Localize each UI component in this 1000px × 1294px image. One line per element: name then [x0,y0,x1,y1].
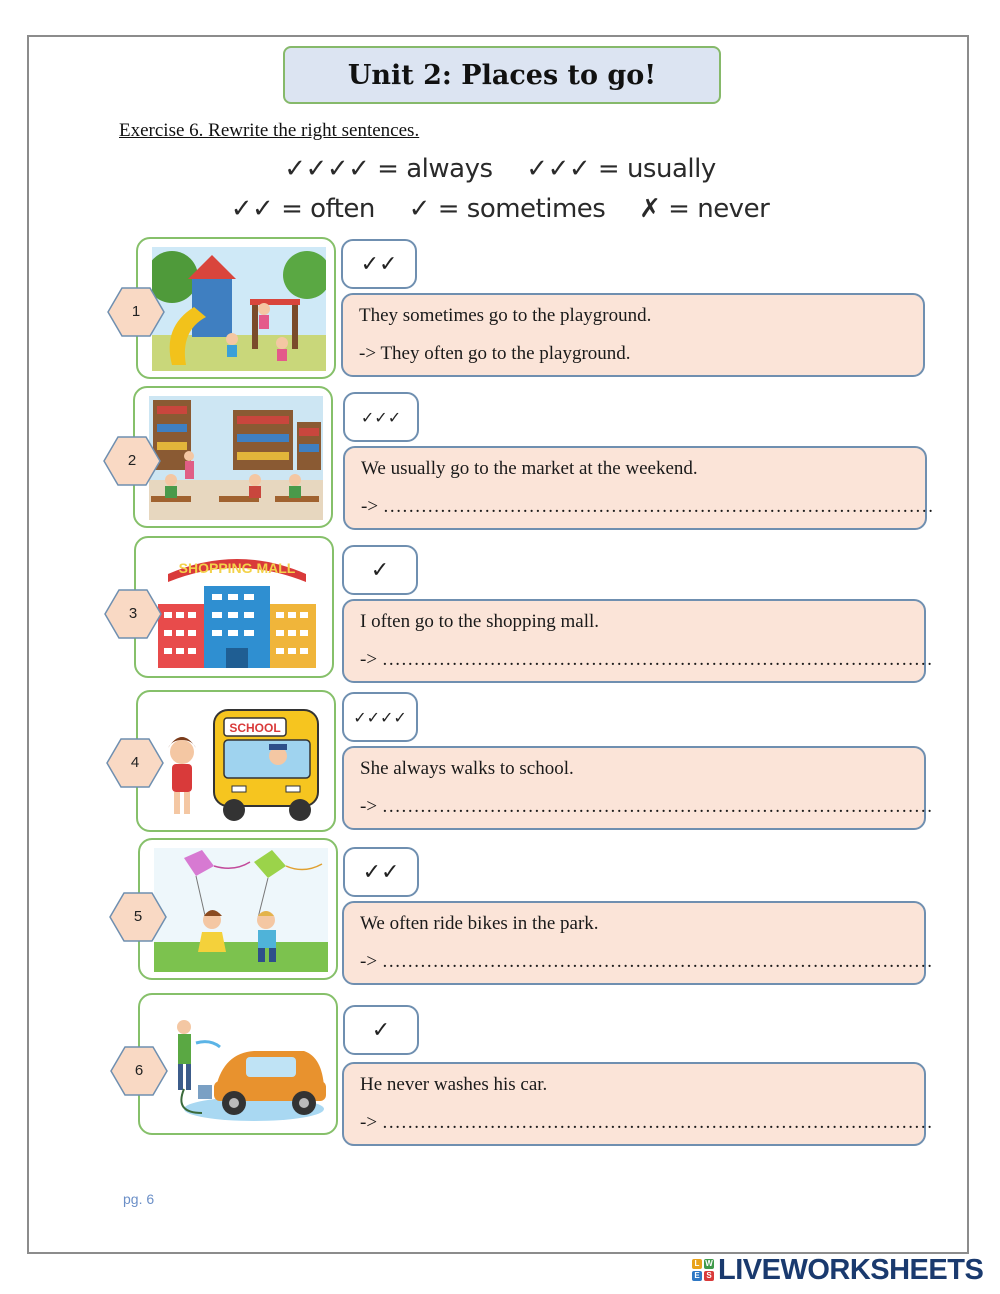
legend-usually: ✓✓✓ = usually [526,154,716,184]
playground-picture [136,237,336,379]
brand-text: LIVEWORKSHEETS [718,1253,984,1286]
item-number-badge [107,287,165,337]
library-picture [133,386,333,528]
sentence-box [341,293,925,377]
school-bus-picture [136,690,336,832]
sentence-box [342,746,933,830]
item-number: 5 [133,908,143,925]
shopping-mall-illustration [150,546,324,670]
check-marks-tab: ✓ [343,1005,419,1055]
school-bus-illustration [152,700,326,824]
frequency-legend-line-1 [0,154,1000,184]
page-title: Unit 2: Places to go! [347,59,657,91]
original-sentence: I often go to the shopping mall. [360,611,600,632]
legend-always: ✓✓✓✓ = always [284,154,493,184]
playground-illustration [152,247,326,371]
item-number: 1 [131,303,141,320]
legend-often: ✓✓ = often [230,194,375,224]
legend-sometimes: ✓ = sometimes [408,194,606,224]
item-number: 3 [128,605,138,622]
item-number-badge [104,589,162,639]
legend-never: ✗ = never [639,194,770,224]
original-sentence: They sometimes go to the playground. [359,305,652,326]
item-number: 6 [134,1062,144,1079]
sentence-box [342,599,933,683]
frequency-legend-line-2 [0,194,1000,224]
sentence-box [342,1062,933,1146]
item-number-badge [106,738,164,788]
answer-field[interactable]: -> …………………………………………………………………………… [360,796,933,817]
answer-field[interactable]: -> They often go to the playground. [359,343,631,364]
check-marks-tab: ✓✓✓✓ [342,692,418,742]
original-sentence: We usually go to the market at the weekend. [361,458,698,479]
answer-field[interactable]: -> …………………………………………………………………………… [361,496,934,517]
kites-illustration [154,848,328,972]
kites-picture [138,838,338,980]
check-marks-tab: ✓ [342,545,418,595]
answer-field[interactable]: -> …………………………………………………………………………… [360,649,933,670]
original-sentence: We often ride bikes in the park. [360,913,599,934]
bus-sign-text: SCHOOL [229,721,281,735]
page-number: pg. 6 [123,1191,155,1207]
sentence-box [343,446,934,530]
original-sentence: She always walks to school. [360,758,574,779]
car-wash-illustration [154,1003,328,1127]
item-number-badge [109,892,167,942]
check-marks-tab: ✓✓ [341,239,417,289]
check-marks-tab: ✓✓✓ [343,392,419,442]
mall-sign-text: SHOPPING MALL [178,560,296,576]
original-sentence: He never washes his car. [360,1074,548,1095]
check-marks-tab: ✓✓ [343,847,419,897]
item-number-badge [110,1046,168,1096]
answer-field[interactable]: -> …………………………………………………………………………… [360,1112,933,1133]
library-illustration [149,396,323,520]
liveworksheets-logo [692,1254,983,1286]
item-number: 4 [130,754,140,771]
shopping-mall-picture [134,536,334,678]
exercise-instruction: Exercise 6. Rewrite the right sentences. [119,120,420,141]
title-box [283,46,721,104]
answer-field[interactable]: -> …………………………………………………………………………… [360,951,933,972]
car-wash-picture [138,993,338,1135]
item-number: 2 [127,452,137,469]
logo-grid-icon: L W E S [692,1259,714,1281]
sentence-box [342,901,933,985]
item-number-badge [103,436,161,486]
